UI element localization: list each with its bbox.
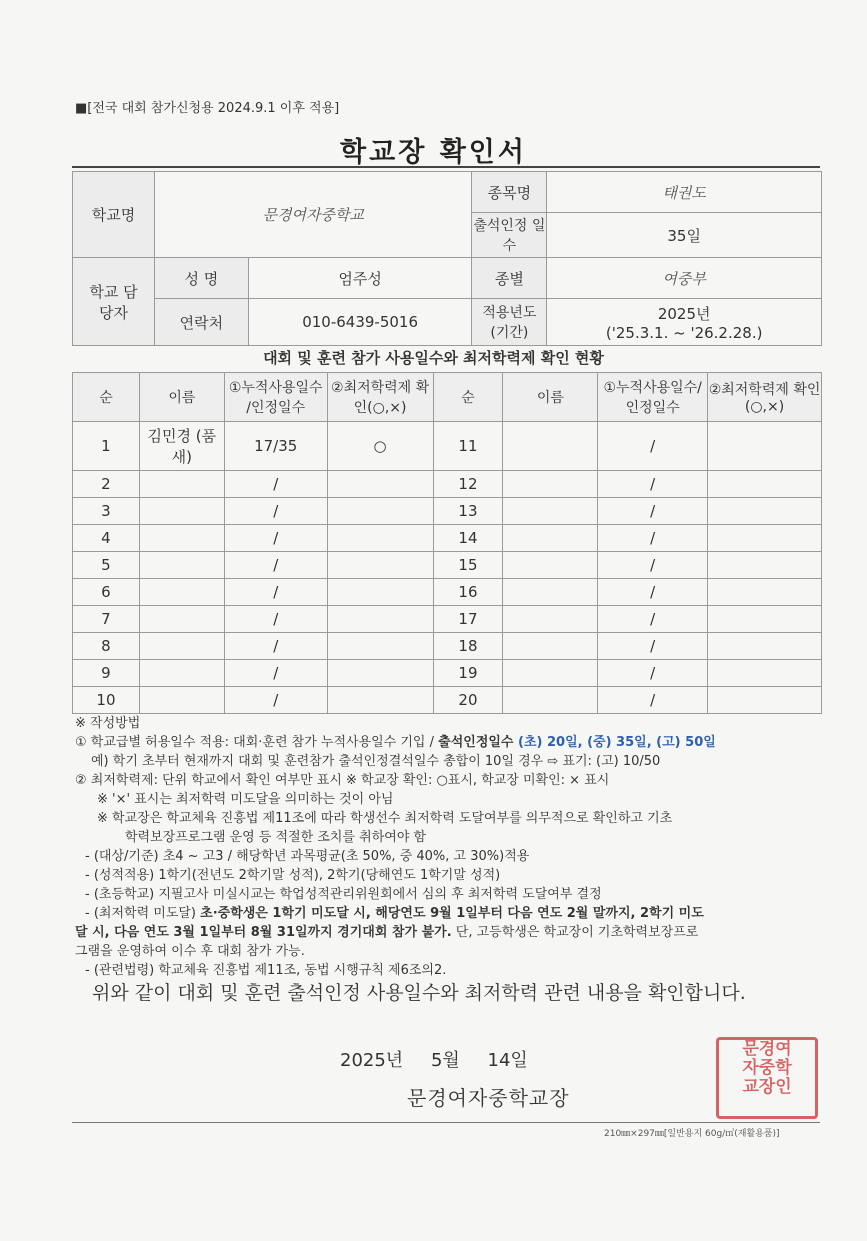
note-line: - (초등학교) 지필고사 미실시교는 학업성적관리위원회에서 심의 후 최저학력 도달여부 결정 (85, 887, 602, 902)
table-cell-check2 (708, 579, 822, 606)
table-cell-n1: 4 (73, 525, 140, 552)
table-row (73, 471, 822, 498)
table-cell-check1 (327, 525, 433, 552)
table-cell-days2: / (598, 422, 708, 471)
title-divider (72, 166, 820, 168)
table-cell-n1: 10 (73, 687, 140, 714)
table-cell-name2 (503, 525, 598, 552)
table-row (73, 498, 822, 525)
table-row (73, 552, 822, 579)
table-cell-check2 (708, 498, 822, 525)
table-cell-n1: 3 (73, 498, 140, 525)
table-cell-n2: 13 (433, 498, 503, 525)
table-row (73, 606, 822, 633)
table-cell-days1: / (224, 579, 327, 606)
table-cell-check2 (708, 687, 822, 714)
table-cell-name2 (503, 579, 598, 606)
table-cell-check2 (708, 633, 822, 660)
table-cell-check1 (327, 579, 433, 606)
footer-divider (72, 1122, 820, 1123)
student-table (72, 372, 822, 714)
notes-heading: ※ 작성방법 (75, 716, 141, 731)
name-label: 성 명 (154, 258, 248, 299)
official-seal-stamp: 문경여 자중학 교장인 (716, 1037, 818, 1119)
table-cell-check1 (327, 606, 433, 633)
date-day: 14일 (487, 1050, 528, 1071)
table-cell-name2 (503, 633, 598, 660)
table-cell-check1 (327, 660, 433, 687)
principal-name: 문경여자중학교장 (407, 1086, 570, 1110)
table-cell-days2: / (598, 552, 708, 579)
table-cell-name1 (139, 660, 224, 687)
table-cell-check1 (327, 498, 433, 525)
table-cell-name2 (503, 498, 598, 525)
col-header: 이름 (139, 373, 224, 422)
form-version-note: ■[전국 대회 참가신청용 2024.9.1 이후 적용] (75, 101, 340, 116)
school-name: 문경여자중학교 (154, 172, 472, 258)
table-cell-name2 (503, 471, 598, 498)
table-cell-name1 (139, 552, 224, 579)
col-header: ②최저학력제 확인(○,×) (708, 373, 822, 422)
note-line: ② 최저학력제: 단위 학교에서 확인 여부만 표시 ※ 학교장 확인: ○표시, 학교장 미확인: × 표시 (75, 773, 610, 788)
table-cell-n2: 20 (433, 687, 503, 714)
col-header: ①누적사용일수 /인정일수 (224, 373, 327, 422)
table-cell-name1 (139, 687, 224, 714)
document-title: 학교장 확인서 (340, 137, 527, 168)
table-cell-n1: 2 (73, 471, 140, 498)
period-value: ('25.3.1. ~ '26.2.28.) (605, 323, 763, 342)
note-line: - (관련법령) 학교체육 진흥법 제11조, 동법 시행규칙 제6조의2. (85, 963, 447, 978)
table-cell-name1: 김민경 (품새) (139, 422, 224, 471)
table-cell-check1 (327, 687, 433, 714)
col-header: 순 (73, 373, 140, 422)
table-cell-days2: / (598, 471, 708, 498)
table-cell-check2 (708, 422, 822, 471)
table-cell-name2 (503, 552, 598, 579)
table-cell-n1: 6 (73, 579, 140, 606)
table-cell-days1: / (224, 633, 327, 660)
table-cell-name2 (503, 687, 598, 714)
table-cell-name1 (139, 471, 224, 498)
table-row (73, 525, 822, 552)
table-cell-days2: / (598, 579, 708, 606)
note-line: - (성적적용) 1학기(전년도 2학기말 성적), 2학기(당해연도 1학기말 성적) (85, 868, 501, 883)
table-cell-name2 (503, 660, 598, 687)
table-cell-days1: / (224, 552, 327, 579)
table-cell-n1: 8 (73, 633, 140, 660)
col-header: 순 (433, 373, 503, 422)
school-info-table (72, 171, 822, 346)
year-cell (547, 299, 822, 346)
note-line: ※ '×' 표시는 최저학력 미도달을 의미하는 것이 아님 (97, 792, 394, 807)
sport-label: 종목명 (472, 172, 547, 213)
table-cell-days1: / (224, 687, 327, 714)
instructions (75, 714, 835, 980)
table-cell-days2: / (598, 687, 708, 714)
paper-spec: 210㎜×297㎜[일반용지 60g/㎡(재활용품)] (604, 1129, 780, 1139)
table-cell-name2 (503, 606, 598, 633)
note-line: - (대상/기준) 초4 ~ 고3 / 해당학년 과목평균(초 50%, 중 40%, 고 30%)적용 (85, 849, 530, 864)
sport-value: 태권도 (547, 172, 822, 213)
table-cell-name2 (503, 422, 598, 471)
confirmation-text: 위와 같이 대회 및 훈련 출석인정 사용일수와 최저학력 관련 내용을 확인합니다. (92, 982, 746, 1004)
note-line: 예) 학기 초부터 현재까지 대회 및 훈련참가 출석인정결석일수 총합이 10일 경우 ⇨ 표기: (고) 10/50 (91, 754, 661, 769)
table-cell-n2: 19 (433, 660, 503, 687)
table-cell-n1: 7 (73, 606, 140, 633)
table-cell-check2 (708, 552, 822, 579)
table-cell-name1 (139, 498, 224, 525)
col-header: 이름 (503, 373, 598, 422)
table-cell-days1: / (224, 498, 327, 525)
table-cell-days2: / (598, 660, 708, 687)
category-value: 여중부 (547, 258, 822, 299)
table-cell-n2: 11 (433, 422, 503, 471)
school-label: 학교명 (73, 172, 155, 258)
table-cell-name1 (139, 525, 224, 552)
manager-name: 엄주성 (248, 258, 472, 299)
note-line: 그램을 운영하여 이수 후 대회 참가 가능. (75, 944, 305, 959)
table-row (73, 579, 822, 606)
date-month: 5월 (430, 1050, 460, 1071)
category-label: 종별 (472, 258, 547, 299)
table-cell-name1 (139, 579, 224, 606)
table-cell-name1 (139, 633, 224, 660)
note-line: - (최저학력 미도달) 초·중학생은 1학기 미도달 시, 해당연도 9월 1일부터 다음 연도 2월 말까지, 2학기 미도 (85, 906, 704, 921)
table-cell-days1: / (224, 471, 327, 498)
year-value: 2025년 (657, 304, 711, 323)
year-label: 적용년도 (기간) (472, 299, 547, 346)
table-cell-n2: 12 (433, 471, 503, 498)
note-line: 학력보장프로그램 운영 등 적절한 조치를 취하여야 함 (125, 830, 427, 845)
table-row (73, 660, 822, 687)
table-cell-days1: 17/35 (224, 422, 327, 471)
date-year: 2025년 (340, 1050, 404, 1071)
table-row (73, 422, 822, 471)
note-line: 달 시, 다음 연도 3월 1일부터 8월 31일까지 경기대회 참가 불가. 단, 고등학생은 학교장이 기초학력보장프로 (75, 925, 699, 940)
col-header: ①누적사용일수/ 인정일수 (598, 373, 708, 422)
table-cell-n1: 5 (73, 552, 140, 579)
table-cell-name1 (139, 606, 224, 633)
table-cell-days2: / (598, 606, 708, 633)
table-cell-days1: / (224, 525, 327, 552)
table-cell-check2 (708, 471, 822, 498)
contact-label: 연락처 (154, 299, 248, 346)
table-header (73, 373, 822, 422)
section-title: 대회 및 훈련 참가 사용일수와 최저학력제 확인 현황 (263, 349, 604, 367)
table-cell-check1: ○ (327, 422, 433, 471)
table-row (73, 687, 822, 714)
table-row (73, 633, 822, 660)
table-cell-n2: 16 (433, 579, 503, 606)
table-cell-check1 (327, 471, 433, 498)
table-cell-n2: 14 (433, 525, 503, 552)
issue-date (340, 1046, 528, 1072)
attendance-label: 출석인정 일수 (472, 213, 547, 258)
table-cell-check2 (708, 525, 822, 552)
contact-value: 010-6439-5016 (248, 299, 472, 346)
table-cell-check1 (327, 633, 433, 660)
table-cell-days2: / (598, 633, 708, 660)
table-cell-days2: / (598, 498, 708, 525)
note-line: ① 학교급별 허용일수 적용: 대회·훈련 참가 누적사용일수 기입 / 출석인정일수 (초) 20일, (중) 35일, (고) 50일 (75, 735, 716, 750)
manager-label: 학교 담당자 (73, 258, 155, 346)
table-cell-check2 (708, 660, 822, 687)
table-cell-n1: 9 (73, 660, 140, 687)
attendance-value: 35일 (547, 213, 822, 258)
note-line: ※ 학교장은 학교체육 진흥법 제11조에 따라 학생선수 최저학력 도달여부를 의무적으로 확인하고 기초 (97, 811, 673, 826)
table-cell-check1 (327, 552, 433, 579)
table-cell-days2: / (598, 525, 708, 552)
col-header: ②최저학력제 확인(○,×) (327, 373, 433, 422)
table-cell-n2: 15 (433, 552, 503, 579)
table-cell-days1: / (224, 660, 327, 687)
table-cell-n2: 17 (433, 606, 503, 633)
table-cell-check2 (708, 606, 822, 633)
table-cell-n2: 18 (433, 633, 503, 660)
table-cell-days1: / (224, 606, 327, 633)
table-cell-n1: 1 (73, 422, 140, 471)
